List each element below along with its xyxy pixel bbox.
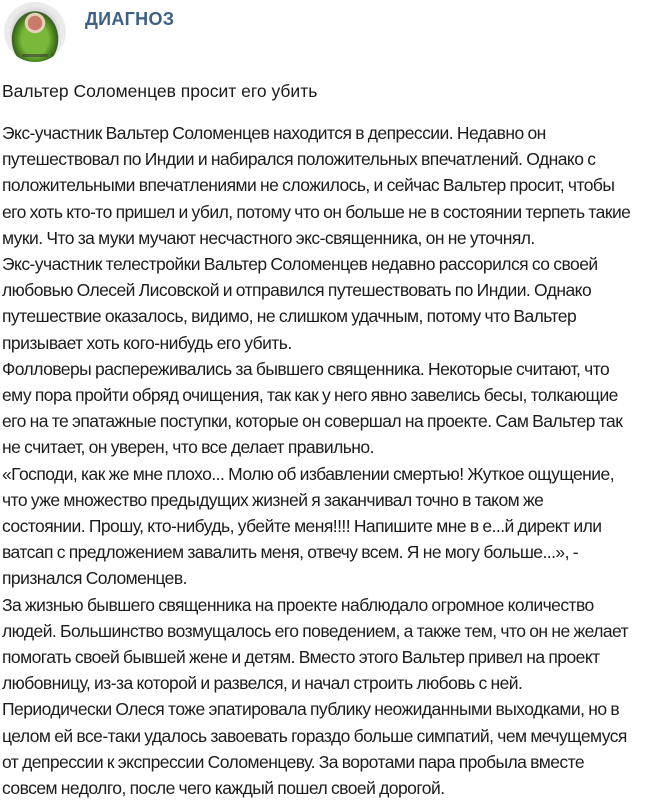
body-line: За жизнью бывшего священника на проекте наблюдало огромное количество bbox=[2, 594, 594, 615]
body-line: от депрессии к экспрессии Соломенцеву. За воротами пара пробыла вместе bbox=[2, 751, 585, 772]
body-line: ему пора пройти обряд очищения, так как у него явно завелись бесы, толкающие bbox=[2, 385, 618, 406]
article-title: Вальтер Соломенцев просит его убить bbox=[2, 81, 318, 101]
body-line: любовью Олесей Лисовской и отправился путешествовать по Индии. Однако bbox=[2, 280, 592, 301]
body-line: его хоть кто-то пришел и убил, потому что он больше не в состоянии терпеть такие bbox=[2, 201, 631, 222]
body-line: Экс-участник Вальтер Соломенцев находится в депрессии. Недавно он bbox=[2, 123, 546, 143]
quote-line: «Господи, как же мне плохо... Молю об избавлении смертью! Жуткое ощущение, bbox=[2, 463, 615, 484]
body-line: людей. Большинство возмущалось его поведением, а также тем, что он не желает bbox=[2, 620, 629, 641]
channel-name-link[interactable]: ДИАГНОЗ bbox=[85, 9, 175, 29]
body-line: его на те эпатажные поступки, которые он совершал на проекте. Сам Вальтер так bbox=[2, 411, 623, 432]
body-line: целом ей все-таки удалось завоевать гораздо больше симпатий, чем мечущемуся bbox=[2, 725, 627, 746]
article bbox=[0, 78, 670, 801]
body-line: любовницу, из-за которой и развелся, и начал строить любовь с ней. bbox=[2, 673, 523, 694]
body-line: Фолловеры распереживались за бывшего священника. Некоторые считают, что bbox=[2, 358, 610, 379]
body-line: совсем недолго, после чего каждый пошел своей дорогой. bbox=[2, 778, 445, 799]
body-line: не считает, он уверен, что все делает правильно. bbox=[2, 437, 374, 458]
article-body bbox=[0, 120, 670, 801]
quote-line: состоянии. Прошу, кто-нибудь, убейте меня!!!! Напишите мне в е...й директ или bbox=[2, 516, 602, 537]
channel-avatar[interactable] bbox=[4, 2, 66, 62]
quote-line: что уже множество предыдущих жизней я заканчивал точно в таком же bbox=[2, 489, 544, 510]
body-line: призывает хоть кого-нибудь его убить. bbox=[2, 332, 292, 353]
body-line: помогать своей бывшей жене и детям. Вместо этого Вальтер привел на проект bbox=[2, 647, 600, 668]
body-line: Экс-участник телестройки Вальтер Соломенцев недавно рассорился со своей bbox=[2, 254, 598, 275]
quote-line: признался Соломенцев. bbox=[2, 568, 187, 589]
quote-line: ватсап с предложением завалить меня, отвечу всем. Я не могу больше...», - bbox=[2, 542, 579, 563]
post-header bbox=[0, 0, 670, 70]
body-line: Периодически Олеся тоже эпатировала публику неожиданными выходками, но в bbox=[2, 699, 620, 720]
body-line: путешествие оказалось, видимо, не слишком удачным, потому что Вальтер bbox=[2, 306, 577, 327]
body-line: положительными впечатлениями не сложилось, и сейчас Вальтер просит, чтобы bbox=[2, 175, 615, 196]
body-line: путешествовал по Индии и набирался положительных впечатлений. Однако с bbox=[2, 149, 596, 170]
body-line: муки. Что за муки мучают несчастного экс-священника, он не уточнял. bbox=[2, 227, 535, 248]
